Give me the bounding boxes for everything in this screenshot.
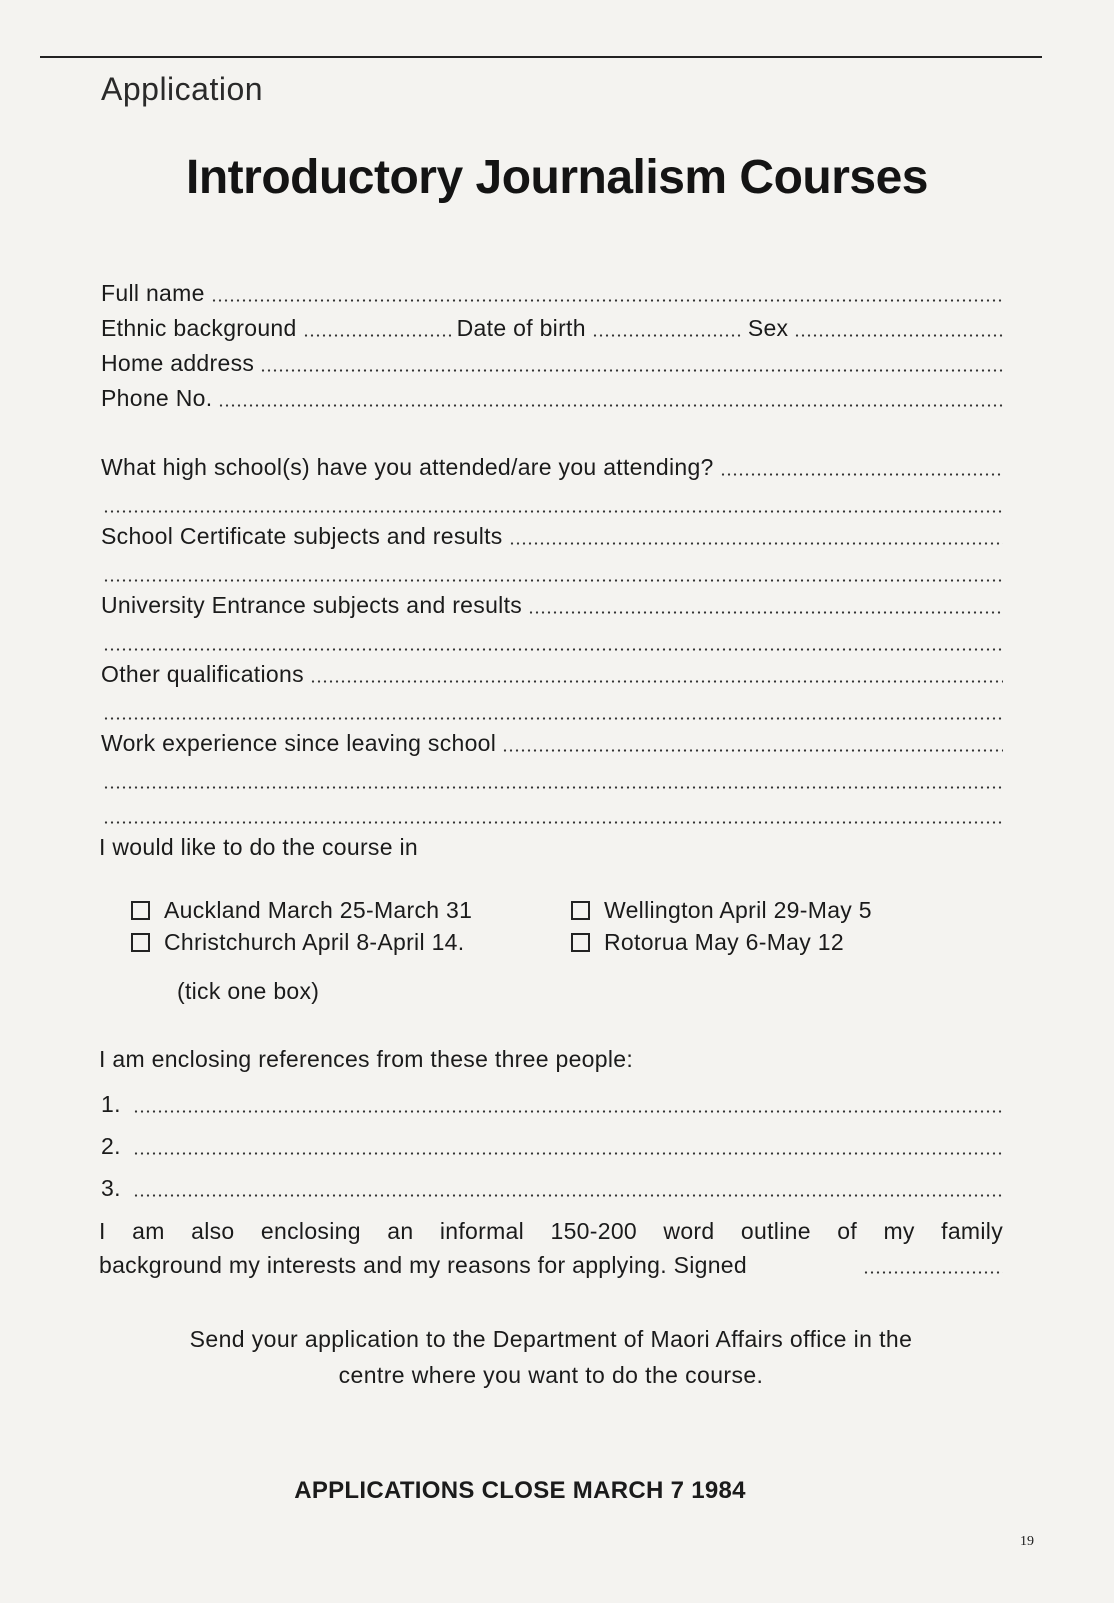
school-certificate-line[interactable] bbox=[509, 542, 1003, 545]
work-experience-label: Work experience since leaving school bbox=[101, 730, 497, 756]
references-prompt: I am enclosing references from these three people: bbox=[99, 1046, 634, 1072]
wellington-label: Wellington April 29-May 5 bbox=[604, 897, 872, 923]
other-qualifications-label: Other qualifications bbox=[101, 661, 304, 687]
high-school-line-2[interactable] bbox=[103, 510, 1003, 513]
signature-line[interactable] bbox=[863, 1271, 1003, 1274]
rotorua-label: Rotorua May 6-May 12 bbox=[604, 929, 844, 955]
school-certificate-field[interactable] bbox=[101, 523, 1003, 550]
work-experience-line-2[interactable] bbox=[103, 786, 1003, 789]
page-number: 19 bbox=[1020, 1534, 1034, 1549]
christchurch-checkbox[interactable] bbox=[131, 933, 150, 952]
home-address-label: Home address bbox=[101, 350, 255, 376]
home-address-field[interactable] bbox=[101, 350, 1003, 377]
ethnic-background-label: Ethnic background bbox=[101, 315, 297, 341]
phone-field[interactable] bbox=[101, 385, 1003, 412]
rotorua-checkbox[interactable] bbox=[571, 933, 590, 952]
other-qualifications-field[interactable] bbox=[101, 661, 1003, 688]
school-certificate-label: School Certificate subjects and results bbox=[101, 523, 503, 549]
course-prompt: I would like to do the course in bbox=[99, 834, 418, 860]
date-of-birth-label: Date of birth bbox=[456, 315, 586, 341]
option-auckland[interactable] bbox=[131, 897, 472, 924]
university-entrance-line-2[interactable] bbox=[103, 648, 1003, 651]
outline-line-1: I am also enclosing an informal 150-200 word outline of my family bbox=[99, 1218, 1003, 1244]
work-experience-field[interactable] bbox=[101, 730, 1003, 757]
top-rule bbox=[40, 56, 1042, 58]
university-entrance-line[interactable] bbox=[528, 611, 1003, 614]
signature-field[interactable] bbox=[99, 1252, 1003, 1279]
sex-label: Sex bbox=[747, 315, 789, 341]
option-wellington[interactable] bbox=[571, 897, 872, 924]
work-experience-line-3[interactable] bbox=[103, 821, 1003, 824]
auckland-label: Auckland March 25-March 31 bbox=[164, 897, 473, 923]
ethnic-dob-sex-row bbox=[101, 315, 1003, 342]
wellington-checkbox[interactable] bbox=[571, 901, 590, 920]
university-entrance-field[interactable] bbox=[101, 592, 1003, 619]
reference-2-field[interactable] bbox=[101, 1133, 1003, 1160]
high-school-field[interactable] bbox=[101, 454, 1003, 481]
reference-1-number: 1. bbox=[101, 1091, 121, 1117]
full-name-line[interactable] bbox=[211, 299, 1003, 302]
send-instructions-line-2: centre where you want to do the course. bbox=[338, 1362, 764, 1388]
other-qualifications-line-2[interactable] bbox=[103, 717, 1003, 720]
full-name-label: Full name bbox=[101, 280, 205, 306]
university-entrance-label: University Entrance subjects and results bbox=[101, 592, 523, 618]
phone-line[interactable] bbox=[218, 404, 1003, 407]
section-label: Application bbox=[101, 71, 264, 107]
send-instructions-line-1: Send your application to the Department of Maori Affairs office in the bbox=[189, 1326, 913, 1352]
high-school-line[interactable] bbox=[720, 473, 1003, 476]
work-experience-line[interactable] bbox=[502, 749, 1003, 752]
sex-line[interactable] bbox=[794, 334, 1003, 337]
christchurch-label: Christchurch April 8-April 14. bbox=[164, 929, 465, 955]
reference-2-line[interactable] bbox=[133, 1152, 1003, 1155]
reference-3-line[interactable] bbox=[133, 1194, 1003, 1197]
closing-date: APPLICATIONS CLOSE MARCH 7 1984 bbox=[294, 1477, 746, 1504]
option-rotorua[interactable] bbox=[571, 929, 844, 956]
option-christchurch[interactable] bbox=[131, 929, 464, 956]
date-of-birth-line[interactable] bbox=[592, 334, 742, 337]
school-certificate-line-2[interactable] bbox=[103, 579, 1003, 582]
reference-1-line[interactable] bbox=[133, 1110, 1003, 1113]
high-school-label: What high school(s) have you attended/are you attending? bbox=[101, 454, 714, 480]
reference-3-number: 3. bbox=[101, 1175, 121, 1201]
full-name-field[interactable] bbox=[101, 280, 1003, 307]
tick-hint: (tick one box) bbox=[177, 978, 320, 1004]
page-title: Introductory Journalism Courses bbox=[186, 151, 928, 204]
other-qualifications-line[interactable] bbox=[310, 680, 1003, 683]
reference-2-number: 2. bbox=[101, 1133, 121, 1159]
reference-3-field[interactable] bbox=[101, 1175, 1003, 1202]
phone-label: Phone No. bbox=[101, 385, 213, 411]
home-address-line[interactable] bbox=[260, 369, 1003, 372]
outline-line-2: background my interests and my reasons for applying. Signed bbox=[99, 1252, 747, 1278]
auckland-checkbox[interactable] bbox=[131, 901, 150, 920]
ethnic-background-line[interactable] bbox=[303, 334, 451, 337]
reference-1-field[interactable] bbox=[101, 1091, 1003, 1118]
